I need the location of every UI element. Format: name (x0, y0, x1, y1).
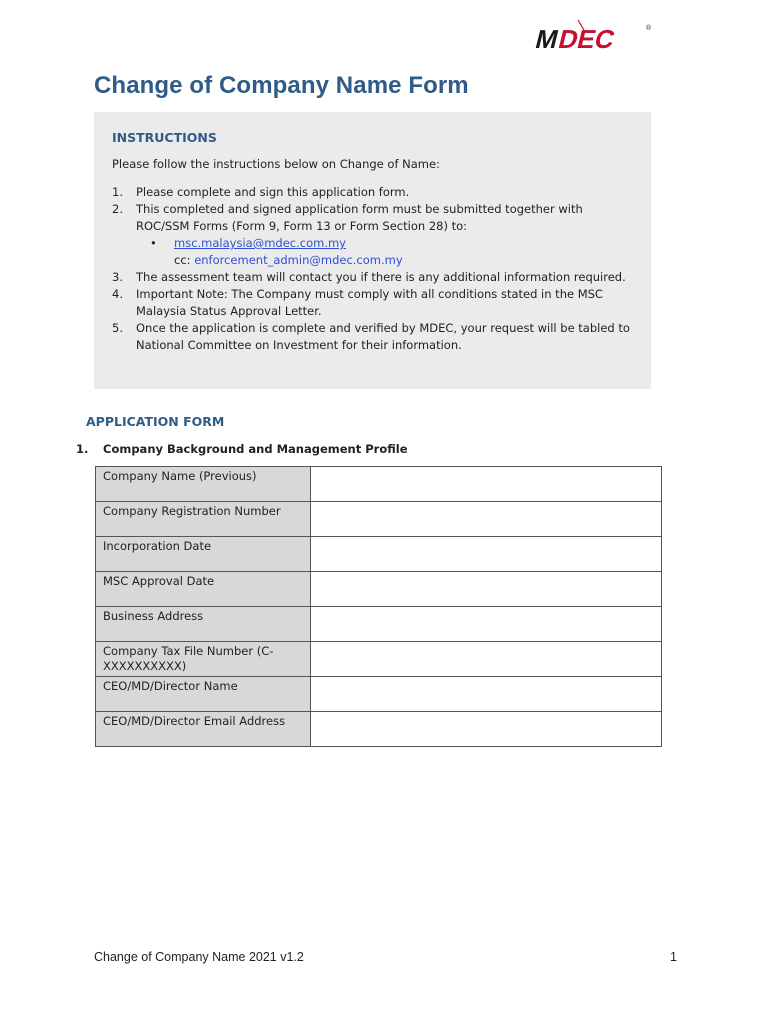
field-label: Company Name (Previous) (96, 467, 311, 502)
instructions-intro: Please follow the instructions below on Change of Name: (112, 157, 440, 171)
instruction-item: 2. This completed and signed application form must be submitted together with ROC/SSM Forms (Form 9, Form 13 or Form Section 28) to: • msc.malaysia@mdec.com.my cc: enforcement_admin@mdec.com.my (112, 201, 634, 269)
cc-label: cc: (174, 253, 195, 267)
incorporation-date-field[interactable] (311, 537, 662, 572)
mdec-logo (532, 16, 657, 56)
business-address-field[interactable] (311, 607, 662, 642)
email-link-cc[interactable]: enforcement_admin@mdec.com.my (194, 253, 403, 267)
director-name-field[interactable] (311, 677, 662, 712)
section-title: Company Background and Management Profile (103, 442, 408, 456)
field-label: CEO/MD/Director Name (96, 677, 311, 712)
section-number: 1. (76, 442, 89, 456)
director-email-field[interactable] (311, 712, 662, 747)
footer-document-name: Change of Company Name 2021 v1.2 (94, 950, 304, 964)
field-label: CEO/MD/Director Email Address (96, 712, 311, 747)
table-row (96, 502, 662, 537)
table-row (96, 537, 662, 572)
email-list (136, 235, 634, 269)
table-row (96, 642, 662, 677)
svg-text:®: ® (646, 25, 652, 32)
table-row (96, 677, 662, 712)
table-row (96, 607, 662, 642)
field-label: Business Address (96, 607, 311, 642)
svg-text:DEC: DEC (555, 24, 618, 54)
email-link-primary[interactable]: msc.malaysia@mdec.com.my (174, 236, 346, 250)
instruction-item: 5. Once the application is complete and verified by MDEC, your request will be tabled to National Committee on Investment for their information. (112, 321, 630, 352)
instruction-item: 4. Important Note: The Company must comply with all conditions stated in the MSC Malaysia Status Approval Letter. (112, 287, 603, 318)
field-label: MSC Approval Date (96, 572, 311, 607)
application-form-heading: APPLICATION FORM (86, 414, 225, 429)
company-profile-table (95, 466, 662, 747)
page-title: Change of Company Name Form (94, 72, 469, 99)
svg-text:M: M (532, 24, 562, 54)
table-row (96, 572, 662, 607)
instructions-panel (94, 112, 651, 389)
instruction-item: 3. The assessment team will contact you if there is any additional information required. (112, 270, 626, 284)
msc-approval-date-field[interactable] (311, 572, 662, 607)
instruction-item: 1. Please complete and sign this application form. (112, 185, 410, 199)
instructions-heading: INSTRUCTIONS (112, 130, 217, 145)
table-row (96, 467, 662, 502)
tax-file-number-field[interactable] (311, 642, 662, 677)
company-name-previous-field[interactable] (311, 467, 662, 502)
field-label: Incorporation Date (96, 537, 311, 572)
page-number: 1 (670, 950, 677, 964)
bullet-icon: • (150, 236, 157, 250)
field-label: Company Tax File Number (C-XXXXXXXXXX) (96, 642, 311, 677)
instructions-list (112, 184, 634, 354)
field-label: Company Registration Number (96, 502, 311, 537)
registration-number-field[interactable] (311, 502, 662, 537)
table-row (96, 712, 662, 747)
email-item (136, 235, 634, 269)
